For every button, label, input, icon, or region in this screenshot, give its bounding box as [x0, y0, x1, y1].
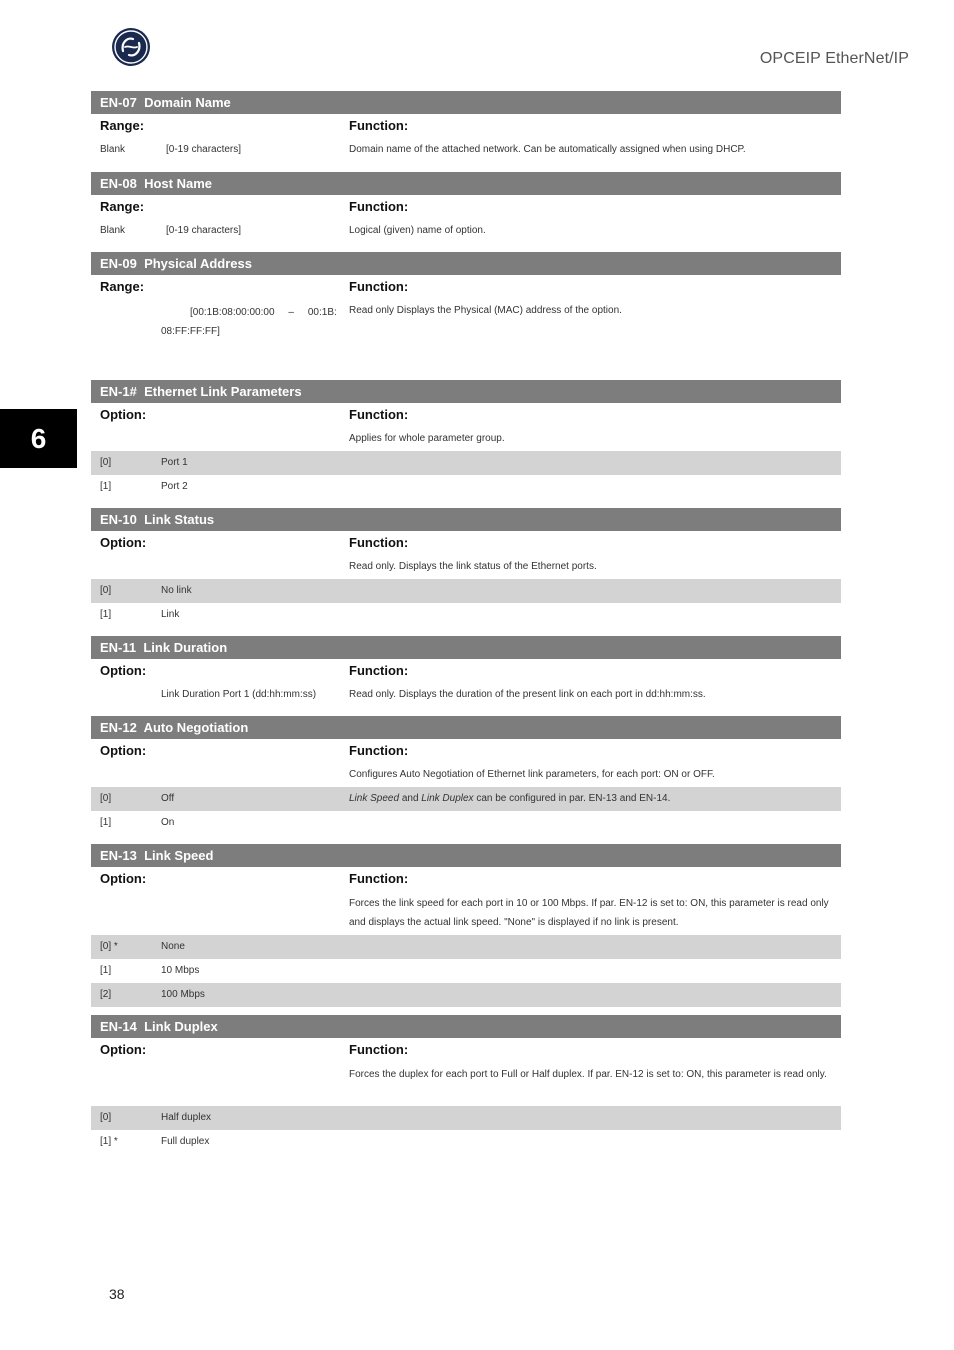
column-headings — [91, 114, 841, 138]
range-heading: Range: — [100, 279, 145, 294]
range-value-line2: 08:FF:FF:FF] — [161, 326, 220, 337]
option-row — [91, 935, 841, 959]
function-heading: Function: — [349, 535, 409, 550]
section-header: EN-11 Link Duration — [91, 636, 841, 659]
option-code: [0] — [100, 1112, 112, 1123]
option-label: Full duplex — [161, 1136, 210, 1147]
option-heading: Option: — [100, 407, 147, 422]
option-label: None — [161, 941, 185, 952]
section-header: EN-12 Auto Negotiation — [91, 716, 841, 739]
range-value: [0-19 characters] — [166, 144, 242, 155]
option-code: [1] — [100, 609, 112, 620]
function-row — [91, 891, 841, 935]
document-title: OPCEIP EtherNet/IP — [759, 50, 909, 67]
function-row — [91, 555, 841, 579]
function-text: Logical (given) name of option. — [349, 225, 486, 236]
section-header: EN-07 Domain Name — [91, 91, 841, 114]
option-heading: Option: — [100, 663, 147, 678]
option-heading: Option: — [100, 743, 147, 758]
function-text: Read only Displays the Physical (MAC) address of the option. — [349, 305, 622, 316]
option-row — [91, 1106, 841, 1130]
default-value: Blank — [100, 225, 126, 236]
section-header: EN-10 Link Status — [91, 508, 841, 531]
option-row — [91, 475, 841, 499]
function-heading: Function: — [349, 663, 409, 678]
option-row — [91, 579, 841, 603]
function-text: Read only. Displays the duration of the present link on each port in dd:hh:mm:ss. — [349, 689, 706, 700]
option-label: Link Duration Port 1 (dd:hh:mm:ss) — [161, 689, 317, 700]
option-row — [91, 959, 841, 983]
function-heading: Function: — [349, 871, 409, 886]
function-heading: Function: — [349, 407, 409, 422]
range-value-line1: [00:1B:08:00:00:00 – 00:1B: — [190, 307, 337, 318]
option-code: [0] * — [100, 941, 118, 952]
section-en12 — [91, 716, 841, 835]
parameter-row — [91, 219, 841, 243]
option-label: Port 2 — [161, 481, 188, 492]
option-label: Off — [161, 793, 175, 804]
section-en14 — [91, 1015, 841, 1154]
option-row — [91, 1130, 841, 1154]
section-en1x — [91, 380, 841, 499]
option-label: 10 Mbps — [161, 965, 200, 976]
option-label: Port 1 — [161, 457, 188, 468]
section-en11 — [91, 636, 841, 707]
section-en10 — [91, 508, 841, 627]
option-label: On — [161, 817, 175, 828]
page-number: 38 — [109, 1286, 125, 1302]
note-italic-link-duplex: Link Duplex — [421, 793, 474, 804]
function-heading: Function: — [349, 743, 409, 758]
option-heading: Option: — [100, 871, 147, 886]
option-heading: Option: — [100, 535, 147, 550]
option-label: Link — [161, 609, 180, 620]
column-headings — [91, 1038, 841, 1062]
option-code: [1] — [100, 481, 112, 492]
range-value: [0-19 characters] — [166, 225, 242, 236]
function-heading: Function: — [349, 1042, 409, 1057]
function-row — [91, 763, 841, 787]
range-heading: Range: — [100, 199, 145, 214]
range-heading: Range: — [100, 118, 145, 133]
option-row — [91, 451, 841, 475]
section-en09 — [91, 252, 841, 343]
option-label: No link — [161, 585, 192, 596]
option-code: [0] — [100, 793, 112, 804]
function-text: Configures Auto Negotiation of Ethernet link parameters, for each port: ON or OFF. — [349, 769, 715, 780]
option-row — [91, 811, 841, 835]
column-headings — [91, 531, 841, 555]
section-header: EN-13 Link Speed — [91, 844, 841, 867]
note-italic-link-speed: Link Speed — [349, 793, 400, 804]
column-headings — [91, 659, 841, 683]
note-rest: can be configured in par. EN-13 and EN-14. — [473, 793, 671, 804]
option-label: 100 Mbps — [161, 989, 205, 1000]
option-row — [91, 787, 841, 811]
note-connector: and — [399, 793, 422, 804]
option-row — [91, 603, 841, 627]
chapter-tab: 6 — [0, 409, 77, 468]
section-header: EN-14 Link Duplex — [91, 1015, 841, 1038]
function-text: Domain name of the attached network. Can be automatically assigned when using DHCP. — [349, 144, 746, 155]
parameter-row — [91, 683, 841, 707]
function-heading: Function: — [349, 118, 409, 133]
column-headings — [91, 739, 841, 763]
option-code: [0] — [100, 585, 112, 596]
function-text: Applies for whole parameter group. — [349, 433, 505, 444]
section-en13 — [91, 844, 841, 1007]
section-header: EN-09 Physical Address — [91, 252, 841, 275]
parameter-row — [91, 138, 841, 162]
function-text: Read only. Displays the link status of the Ethernet ports. — [349, 561, 597, 572]
default-value: Blank — [100, 144, 126, 155]
function-heading: Function: — [349, 199, 409, 214]
parameter-row — [91, 299, 841, 343]
option-code: [2] — [100, 989, 112, 1000]
column-headings — [91, 403, 841, 427]
function-text: Forces the link speed for each port in 10 or 100 Mbps. If par. EN-12 is set to: ON, this parameter is read only and displays the actual link speed. "None" is displayed if no link is present. — [349, 898, 829, 928]
option-label: Half duplex — [161, 1112, 212, 1123]
function-note — [349, 787, 670, 811]
section-en08 — [91, 172, 841, 243]
option-heading: Option: — [100, 1042, 147, 1057]
function-heading: Function: — [349, 279, 409, 294]
option-code: [1] — [100, 817, 112, 828]
section-header: EN-08 Host Name — [91, 172, 841, 195]
option-code: [1] — [100, 965, 112, 976]
column-headings — [91, 867, 841, 891]
option-row — [91, 983, 841, 1007]
column-headings — [91, 195, 841, 219]
function-row — [91, 1062, 841, 1106]
function-row — [91, 427, 841, 451]
function-text: Forces the duplex for each port to Full or Half duplex. If par. EN-12 is set to: ON, this parameter is read only. — [349, 1069, 827, 1080]
option-code: [0] — [100, 457, 112, 468]
section-header: EN-1# Ethernet Link Parameters — [91, 380, 841, 403]
ge-logo — [111, 27, 151, 67]
section-en07 — [91, 91, 841, 162]
column-headings — [91, 275, 841, 299]
option-code: [1] * — [100, 1136, 118, 1147]
